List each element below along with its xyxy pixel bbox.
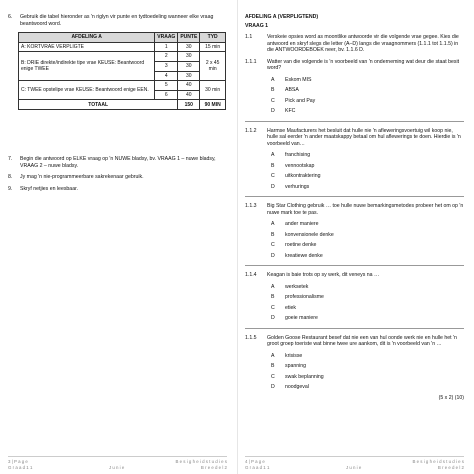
question-separator: [245, 121, 464, 122]
table-cell-tyd: 30 min: [200, 81, 226, 100]
table-cell-tyd: 15 min: [200, 42, 226, 52]
answer-option: [271, 163, 464, 170]
answer-option: [271, 305, 464, 312]
instruction-number: 6.: [8, 14, 13, 20]
footer-group: B r e e d e l 2: [437, 464, 464, 470]
option-letter: B: [271, 87, 275, 93]
answer-option: [271, 184, 464, 191]
table-cell-punte: 40: [178, 81, 200, 91]
option-letter: A: [271, 76, 275, 83]
option-letter: A: [271, 152, 275, 158]
option-text: uitkontraktering: [285, 173, 321, 179]
table-row: [19, 81, 226, 91]
option-text: franchising: [285, 152, 311, 158]
question-number: 1.1.2: [245, 127, 257, 134]
instruction-9: [8, 186, 227, 193]
option-text: kreatiewe denke: [285, 252, 323, 259]
table-cell-punte: 30: [178, 61, 200, 71]
option-letter: A: [271, 221, 275, 227]
right-footer: [245, 456, 464, 470]
instruction-8: [8, 174, 227, 181]
question-list: [245, 59, 464, 391]
option-text: noodgeval: [285, 384, 309, 390]
option-letter: D: [271, 384, 275, 390]
instruction-text: Begin die antwoord op ELKE vraag op 'n NUWE bladsy, bv. VRAAG 1 – nuwe bladsy, VRAAG 2 – nuwe bladsy.: [20, 156, 216, 169]
answer-option: [271, 353, 464, 360]
total-tyd: 90 MIN: [200, 100, 226, 110]
total-punte: 150: [178, 100, 200, 110]
instruction-text: Jy mag 'n nie-programmeerbare sakrekenaar gebruik.: [20, 174, 144, 180]
option-text: Pick and Pay: [285, 97, 316, 104]
answer-option: [271, 242, 464, 249]
total-marks: (5 x 2) (10): [438, 394, 464, 401]
answer-option: [271, 152, 464, 159]
question-title: VRAAG 1: [245, 22, 269, 29]
footer-subject: B e s i g h e i d s t u d i e s: [412, 459, 464, 464]
footer-group: B r e e d e l 2: [200, 464, 227, 470]
question-text: Harmse Maufacturers het besluit dat hulle nie 'n afleweringsvoertuig wil koop nie, hulle sal eerder 'n ander maatskappy betaal om hul aflewerings te doen. Hierdie is 'n voorbeeld van…: [267, 127, 461, 147]
option-text: goeie maniere: [285, 315, 318, 321]
question-number: 1.1.5: [245, 334, 257, 341]
footer-month: J u n i e: [108, 464, 125, 470]
answer-option: [271, 374, 464, 381]
later-instructions: [8, 156, 227, 192]
option-text: roetine denke: [285, 242, 317, 248]
header-vraag: VRAAG: [155, 33, 178, 43]
option-text: vennootskap: [285, 162, 315, 169]
instruction-text: Skryf netjies en leesbaar.: [20, 185, 78, 192]
option-text: werksetek: [285, 283, 309, 290]
header-afdeling: AFDELING A: [19, 33, 155, 43]
instruction-6: [8, 14, 227, 27]
option-text: professionalisme: [285, 294, 324, 300]
footer-page: 4 | P a g e: [245, 459, 265, 464]
footer-month: J u n i e: [345, 464, 362, 470]
answer-option: [271, 363, 464, 370]
marks-table: [18, 32, 226, 110]
question-text: Verskeie opsies word as moontlike antwoorde vir die volgende vrae gegee. Kies die antwoord en skryf slegs die letter (A–D) langs die vraagnommers (1.1.1 tot 1.1.5) in die ANTWOORDEBOEK neer, bv. 1.1.6 D.: [267, 34, 459, 53]
instruction-number: 8.: [8, 174, 13, 180]
question-separator: [245, 265, 464, 266]
question-separator: [245, 196, 464, 197]
option-letter: D: [271, 183, 275, 190]
answer-option: [271, 173, 464, 180]
footer-subject: B e s i g h e i d s t u d i e s: [175, 459, 227, 464]
option-letter: C: [271, 242, 275, 248]
option-letter: B: [271, 294, 275, 300]
option-letter: D: [271, 108, 275, 114]
option-letter: B: [271, 162, 275, 169]
question-item: [245, 59, 464, 72]
option-text: KFC: [285, 108, 296, 114]
option-letter: C: [271, 304, 275, 311]
answer-option: [271, 221, 464, 228]
table-total-row: [19, 100, 226, 110]
header-punte: PUNTE: [178, 33, 200, 43]
option-text: spanning: [285, 363, 307, 369]
table-cell-punte: 40: [178, 90, 200, 100]
answer-option: [271, 315, 464, 322]
question-item: [245, 203, 464, 216]
table-row: [19, 42, 226, 52]
table-cell-vraag: 3: [155, 61, 178, 71]
option-text: konvensionele denke: [285, 231, 334, 238]
left-footer: [8, 456, 227, 470]
option-letter: A: [271, 352, 275, 359]
option-text: etiek: [285, 304, 296, 311]
table-cell-punte: 30: [178, 42, 200, 52]
table-header-row: [19, 33, 226, 43]
question-text: Watter van die volgende is 'n voorbeeld van 'n onderneming wat deur die staat besit word?: [267, 58, 460, 71]
table-cell-punte: 30: [178, 71, 200, 81]
option-letter: A: [271, 283, 275, 290]
question-item: [245, 272, 464, 279]
question-text: Golden Goose Restaurant besef dat nie een van hul oonde werk nie en hulle het 'n groot groep toeriste wat binne twee ure aankom, dit is 'n voorbeeld van 'n …: [267, 334, 457, 347]
total-label: TOTAAL: [19, 100, 178, 110]
section-title: AFDELING A (VERPLIGTEND): [245, 14, 319, 20]
question-text: Big Star Clothing gebruik … toe hulle nuwe bemarkingsmetodes probeer het om op 'n nuwe mark toe te pas.: [267, 203, 464, 216]
answer-option: [271, 384, 464, 391]
table-cell-vraag: 4: [155, 71, 178, 81]
footer-grade: G r a a d 1 1: [8, 464, 33, 470]
table-row: [19, 52, 226, 62]
question-number: 1.1.1: [245, 58, 257, 65]
answer-option: [271, 87, 464, 94]
option-letter: C: [271, 373, 275, 380]
option-letter: D: [271, 315, 275, 321]
option-text: krisisse: [285, 352, 303, 359]
table-cell-punte: 30: [178, 52, 200, 62]
instruction-number: 9.: [8, 185, 13, 192]
question-number: 1.1.3: [245, 203, 257, 209]
instruction-text: Gebruik die tabel hieronder as 'n riglyn vir punte en tydtoedeling wanneer elke vraag beantwoord word.: [20, 14, 214, 27]
question-item: [245, 335, 464, 348]
table-cell-section: C: TWEE opstelipe vrae KEUSE: Beantwoord enige EEN.: [19, 81, 155, 100]
option-text: Eskom MIS: [285, 76, 312, 83]
answer-option: [271, 108, 464, 115]
answer-option: [271, 294, 464, 301]
option-text: verhurings: [285, 183, 310, 190]
table-cell-vraag: 5: [155, 81, 178, 91]
header-tyd: TYD: [200, 33, 226, 43]
option-text: ander maniere: [285, 221, 319, 227]
option-letter: B: [271, 363, 275, 369]
answer-option: [271, 98, 464, 105]
option-text: ABSA: [285, 87, 299, 93]
option-text: swak beplanning: [285, 373, 324, 380]
option-letter: C: [271, 97, 275, 104]
answer-option: [271, 232, 464, 239]
option-letter: C: [271, 173, 275, 179]
answer-option: [271, 284, 464, 291]
table-cell-tyd: 2 x 45 min: [200, 52, 226, 81]
answer-option: [271, 253, 464, 260]
option-letter: B: [271, 231, 275, 238]
table-cell-vraag: 1: [155, 42, 178, 52]
instruction-7: [8, 156, 227, 169]
right-page: [237, 0, 474, 474]
question-text: Keagan is baie trots op sy werk, dit veneys na …: [267, 272, 380, 278]
question-intro: [245, 34, 464, 54]
question-separator: [245, 328, 464, 329]
table-cell-vraag: 2: [155, 52, 178, 62]
question-number: 1.1.4: [245, 272, 257, 278]
footer-grade: G r a a d 1 1: [245, 464, 270, 470]
question-item: [245, 128, 464, 148]
table-cell-section: B: DRIE direkte/indirekte tipe vrae KEUSE: Beantwoord enige TWEE: [19, 52, 155, 81]
option-letter: D: [271, 252, 275, 259]
footer-page: 3 | P a g e: [8, 459, 28, 464]
table-cell-vraag: 6: [155, 90, 178, 100]
question-number: 1.1: [245, 34, 253, 40]
instruction-number: 7.: [8, 156, 13, 162]
answer-option: [271, 77, 464, 84]
table-cell-section: A: KORTVRAE VERPLIGTE: [19, 42, 155, 52]
